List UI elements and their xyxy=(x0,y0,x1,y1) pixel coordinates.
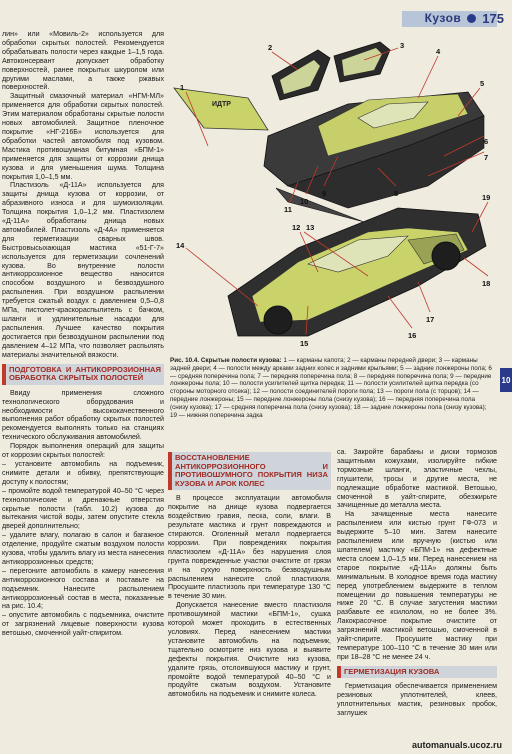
callout-1: 1 xyxy=(180,83,185,92)
left-column xyxy=(2,30,164,742)
paragraph: Пластизоль «Д-11А» используется для защиты днища кузова от коррозии, от абразивного износа и для шумоизоляции. Толщина покрытия 1,0–1,2 мм. Пластизолем «Д-11А» обработаны днища новых автомобилей. Пластизоль «Д-4А» применяется для герметизации сварных швов. Быстровысыхающая мастика «51-Г-7» используется для герметизации сочленений кузова. Во внутренние полости антикоррозионное вещество наносится способом воздушного и безвоздушного распыления. При воздушном распылении требуется сжатый воздух с давлением 0,5–0,8 МПа, пистолет-краскораспылитель с бачком, шланги и удлинительные насадки для распыления. Лучшее качество покрытия достигается при безвоздушном распылении под давлением 4–12 МПа, что позволяет распылять материалы значительной вязкости. xyxy=(2,181,164,359)
list-item: – перегоните автомобиль в камеру нанесения антикоррозионного состава и поставьте на подъемник. Нанесите распылением антикоррозионный состав в места, показанные на рис. 10.4; xyxy=(2,566,164,611)
page-number: 175 xyxy=(482,10,504,26)
list-item: – опустите автомобиль с подъемника, очистите от загрязнений лицевые поверхности кузова ветошью, смоченной уайт-спиритом. xyxy=(2,611,164,638)
section-heading xyxy=(168,452,331,490)
middle-column xyxy=(168,448,331,740)
section-title: Кузов xyxy=(424,11,462,25)
caption-text: 1 — карманы капота; 2 — карманы передней двери; 3 — карманы задней двери; 4 — полости между арками задних колес и задними крыльями; 5 — задние лонжероны пола; 6 — средняя поперечина пола; 7 — передняя поперечина пола; 8 — передняя поперечина пола; 9 — передние лонжероны пола; 10 — полости усилителей щитка передка; 11 — полости усилителей щитка передка (со стороны моторного отсека); 12 — полости соединителей пороги пола; 13 — пороги пола (с торцов); 14 — передние лонжероны; 15 — передние лонжероны пола (снизу кузова); 16 — передняя поперечина пола (снизу кузова); 17 — средняя поперечина пола (снизу кузова); 18 — задние лонжероны пола (снизу кузова); 19 — нижняя поперечина задка xyxy=(170,357,492,419)
paragraph: лин» или «Мовиль-2» используется для обработки скрытых полостей. Рекомендуется обрабатывать полости через каждые 1–1,5 года. Автоконсервант допускает обработку поверхностей, ранее покрытых шкуролом или другими маслами, а также ржавых поверхностей. xyxy=(2,30,164,92)
header-bullet-icon xyxy=(467,14,476,23)
section-heading-text: ПОДГОТОВКА И АНТИКОРРОЗИОННАЯ ОБРАБОТКА СКРЫТЫХ ПОЛОСТЕЙ xyxy=(9,364,161,383)
callout-11: 11 xyxy=(284,205,292,214)
caption-title: Рис. 10.4. Скрытые полости кузова: xyxy=(170,357,282,364)
callout-16: 16 xyxy=(408,331,417,340)
callout-4: 4 xyxy=(436,47,441,56)
lower-body-illustration xyxy=(228,208,486,336)
watermark: automanuals.ucoz.ru xyxy=(411,740,502,750)
callout-9: 9 xyxy=(322,189,327,198)
list-item: – удалите влагу, полагаю в салон и багажное отделение, продуйте сжатым воздухом полости кузова, чтобы удалить влагу из места нанесения антикоррозионных средств; xyxy=(2,531,164,566)
callout-8: 8 xyxy=(394,189,399,198)
list-item: – установите автомобиль на подъемник, снимите детали и обивку, препятствующие доступу к полостям; xyxy=(2,459,164,486)
car-body-figure xyxy=(168,36,494,356)
paragraph: са. Закройте барабаны и диски тормозов защитными кожухами, изолируйте гибкие тормозные шланги, эластичные чехлы, глушители, тросы и другие места, не подлежащие обработке мастикой. Ветошью, смоченной в уайт-спирите, обезжирьте зачищенные до металла места. xyxy=(337,448,497,510)
upper-body-illustration xyxy=(174,42,484,222)
callout-2: 2 xyxy=(268,43,273,52)
page-header xyxy=(425,8,504,28)
callout-15: 15 xyxy=(300,339,309,348)
callout-6: 6 xyxy=(484,137,489,146)
paragraph: Защитный смазочный материал «НГМ-МЛ» применяется для обработки скрытых полостей. Этим материалом обработаны скрытые полости новых автомобилей. Защитное пленочное покрытие «НГ-216Б» используется для обработки частей автомобиля под кузовом. Мастика противошумная битумная «БПМ-1» применяется для защиты от коррозии днища кузова и для уменьшения шума. Толщина покрытия 1,0–1,5 мм. xyxy=(2,92,164,181)
paragraph: Порядок выполнения операций для защиты от коррозии скрытых полостей: xyxy=(2,442,164,460)
callout-3: 3 xyxy=(400,41,405,50)
callout-17: 17 xyxy=(426,315,435,324)
callout-14: 14 xyxy=(176,241,185,250)
callout-13: 13 xyxy=(306,223,315,232)
callout-18: 18 xyxy=(482,279,491,288)
callout-19: 19 xyxy=(482,193,491,202)
list-item: – промойте водой температурой 40–50 °С через технологические и дренажные отверстия скрытые полости (табл. 10.2) кузова до вытекания чистой воды, затем опустите стекла дверей дополнительно; xyxy=(2,486,164,531)
paragraph: Ввиду применения сложного технологического оборудования и необходимости высококачественного выполнения работ обработку скрытых полостей рекомендуется выполнять только на станциях технического обслуживания автомобилей. xyxy=(2,388,164,442)
paragraph: Допускается нанесение вместо пластизоля противошумной мастики «БПМ-1», сушка которой может проходить в естественных условиях. Перед нанесением мастики установите автомобиль на подъемник, тщательно осмотрите низ кузова и выявите дефекты покрытия. Очистите низ кузова, удалите грязь, отслоившуюся мастику и грунт, промойте водой температурой 40–50 °С и продуйте сжатым воздухом. Установите автомобиль на подъемник и снимите колеса. xyxy=(168,601,331,699)
section-heading xyxy=(2,364,164,385)
callout-12: 12 xyxy=(292,223,301,232)
callout-7: 7 xyxy=(484,153,489,162)
callout-10: 10 xyxy=(300,197,309,206)
section-heading-text: ГЕРМЕТИЗАЦИЯ КУЗОВА xyxy=(344,666,440,676)
figure-label: ИДТР xyxy=(212,101,231,108)
callout-5: 5 xyxy=(480,79,485,88)
right-column xyxy=(337,448,497,740)
figure-caption xyxy=(170,357,494,419)
chapter-tab: 10 xyxy=(500,368,512,392)
paragraph: На зачищенные места нанесите распылением или кистью грунт ГФ-073 и выдержите 5–10 мин. Затем нанесите распылением или вручную (кистью или шпателем) мастику «БПМ-1» на дефектные места слоем 1,0–1,5 мм. Перед нанесением на старое покрытие «Д-11А» должны быть минимальным. В холодное время года мастику перед употреблением выдержите в теплом помещении до повышения температуры не ниже 20 °С. В случае загустения мастики разбавьте ее ксилолом, но не более 3%. Лакокрасочное покрытие очистите от загрязнений мастикой ветошью, смоченной в уайт-спирите. Просушите мастику при температуре 100–110 °С в течение 30 мин или при 18–28 °С не менее 24 ч. xyxy=(337,510,497,661)
paragraph: Герметизация обеспечивается применением резиновых уплотнителей, клеев, уплотнительных мастик, резиновых пробок, заглушек xyxy=(337,682,497,718)
paragraph: В процессе эксплуатации автомобиля покрытие на днище кузова подвергается воздействию гравия, песка, соли, влаги. В результате мастика и грунт повреждаются и стираются. Оголенный металл подвергается коррозии. При повреждениях покрытия пластизолем «Д-11А» без нарушения слоя грунта поврежденные участки очистите от грязи и на сухую поверхность безвоздушным распылением нанесите слой пластизоля. Просушите пластизоль при температуре 130 °С в течение 30 мин. xyxy=(168,494,331,601)
section-heading-text: ВОССТАНОВЛЕНИЕ АНТИКОРРОЗИОННОГО И ПРОТИВОШУМНОГО ПОКРЫТИЯ НИЗА КУЗОВА И АРОК КОЛЕС xyxy=(175,453,328,488)
section-heading xyxy=(337,666,497,679)
